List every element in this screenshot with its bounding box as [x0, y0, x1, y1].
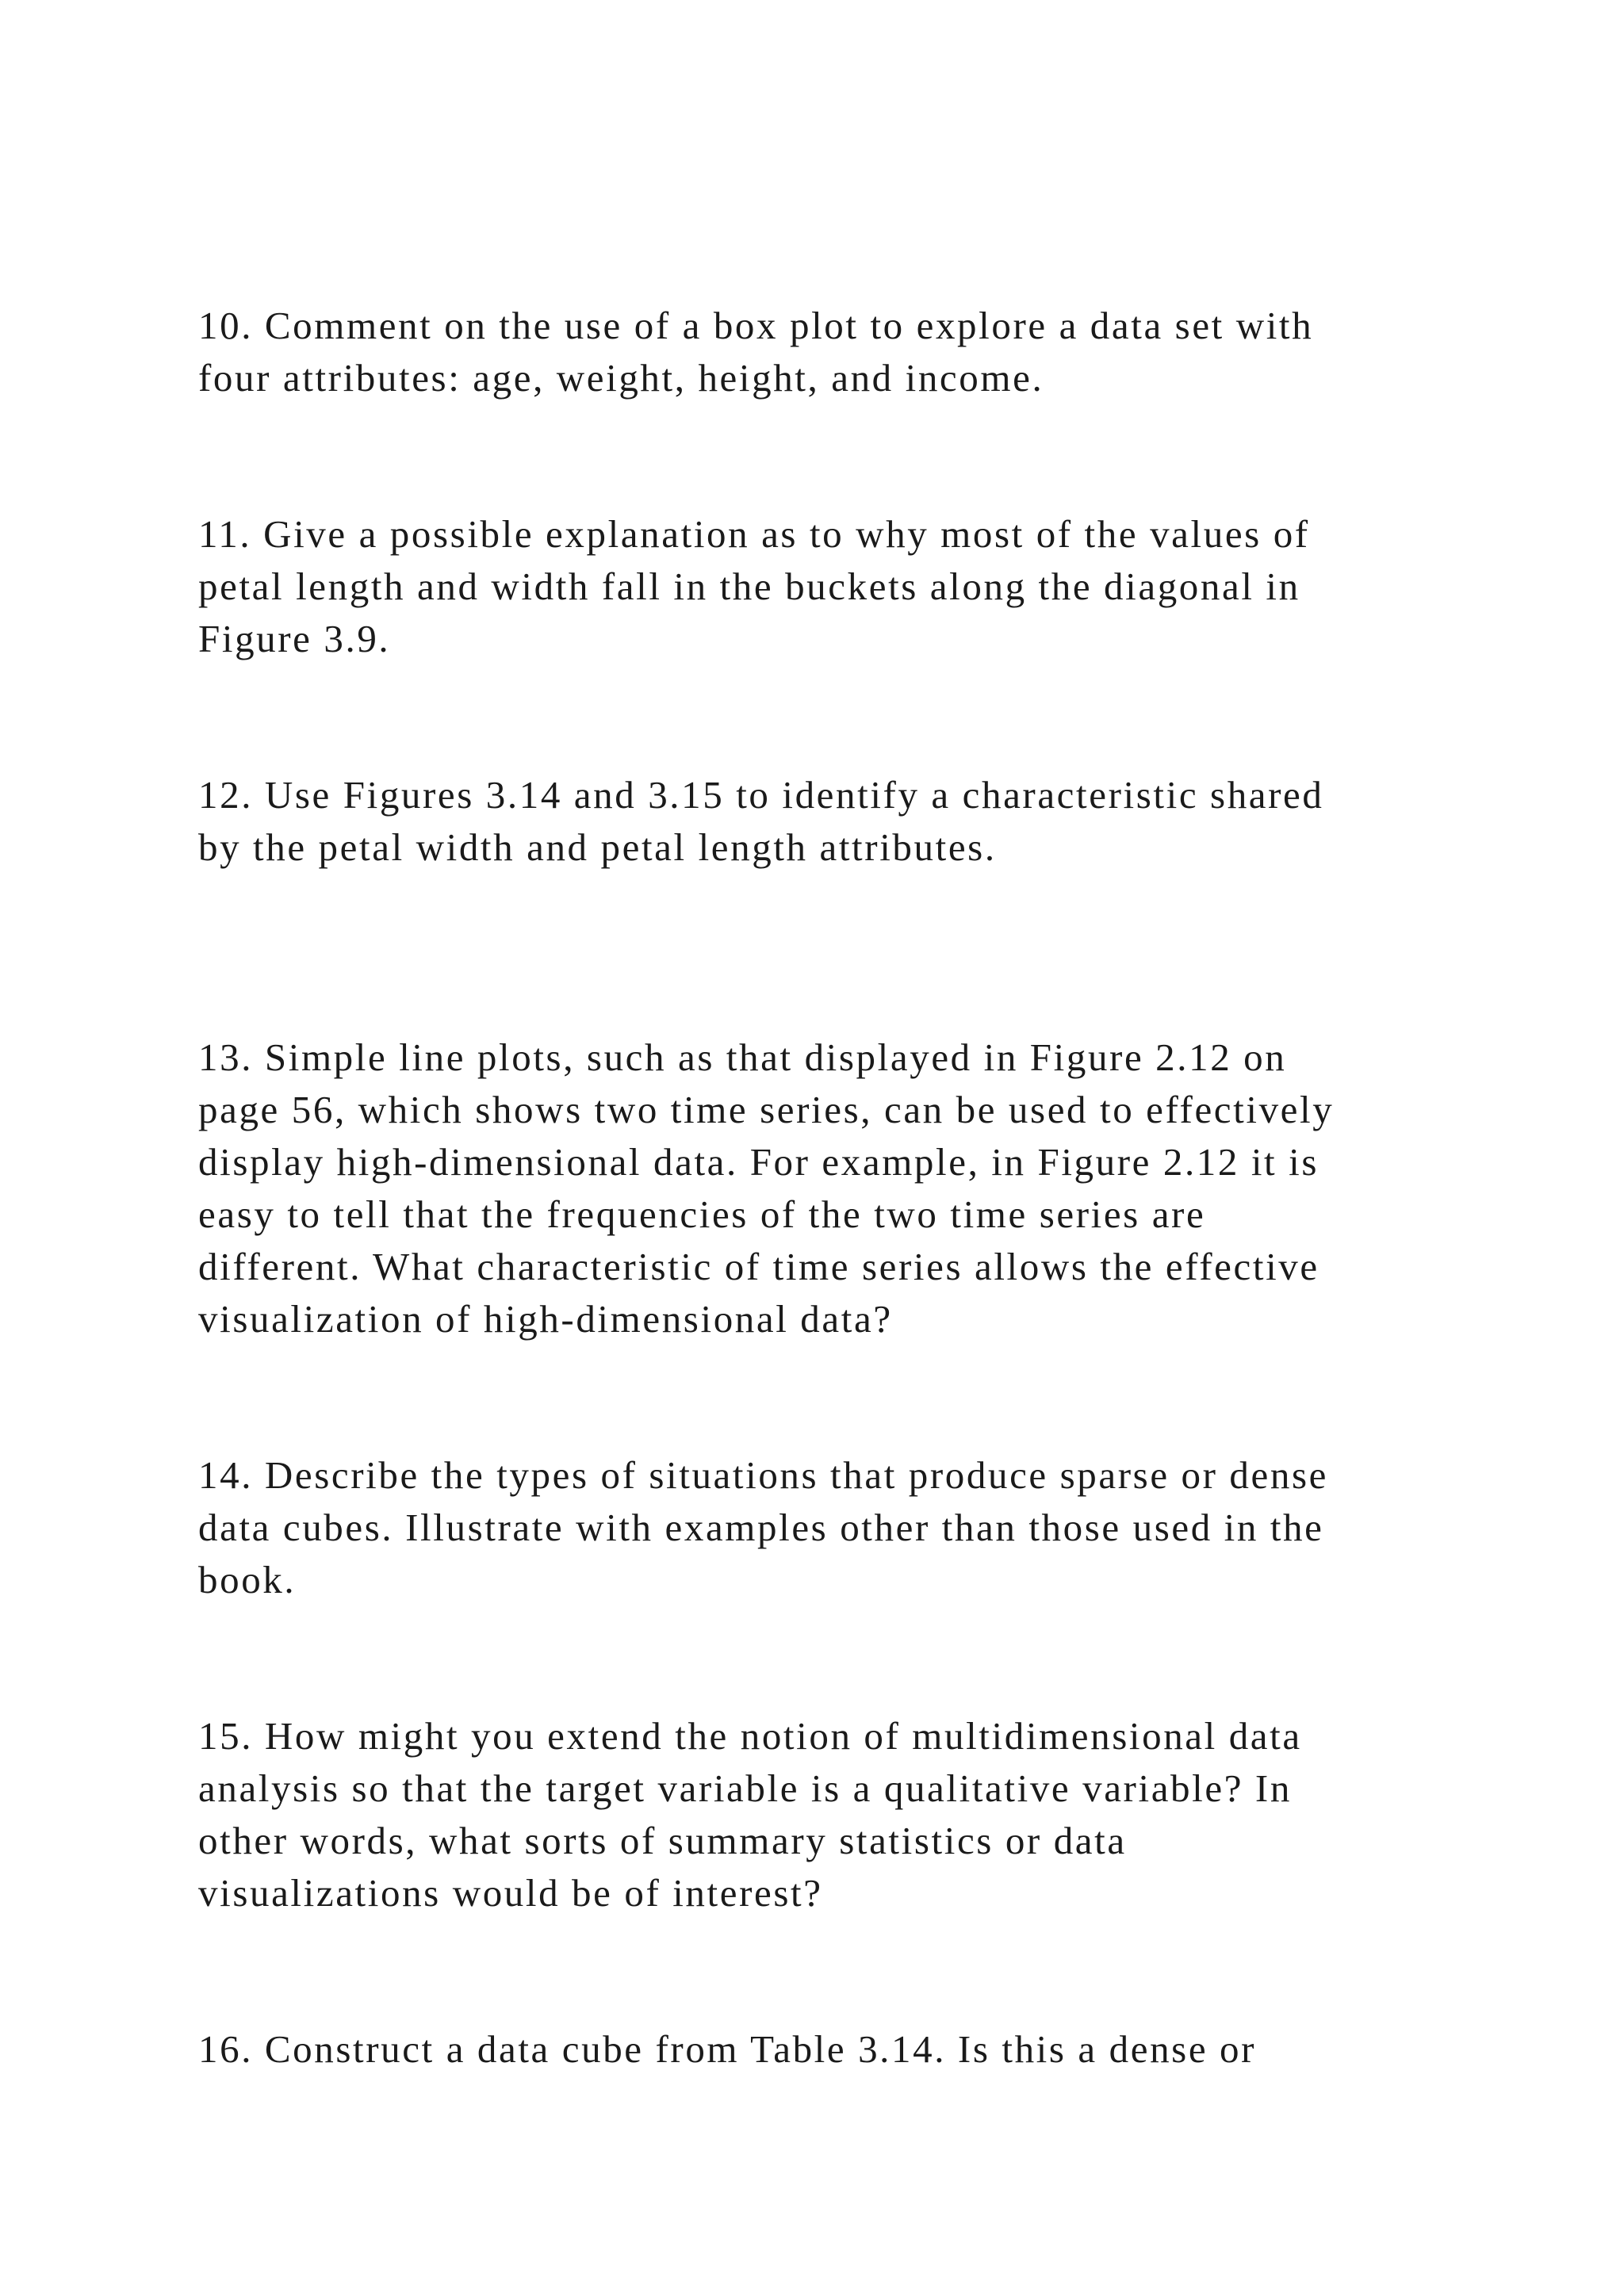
question-12 [198, 769, 1515, 874]
text-line: Figure 3.9. [198, 617, 391, 660]
question-11 [198, 508, 1515, 665]
text-line: visualization of high-dimensional data? [198, 1297, 893, 1341]
text-line: easy to tell that the frequencies of the two time series are [198, 1192, 1206, 1236]
text-line: visualizations would be of interest? [198, 1871, 823, 1915]
text-line: 12. Use Figures 3.14 and 3.15 to identify a characteristic shared [198, 773, 1324, 817]
text-line: 16. Construct a data cube from Table 3.14. Is this a dense or [198, 2027, 1257, 2071]
text-line: book. [198, 1558, 297, 1601]
text-line: page 56, which shows two time series, can be used to effectively [198, 1088, 1335, 1131]
text-line: 10. Comment on the use of a box plot to explore a data set with [198, 304, 1314, 347]
text-line: 11. Give a possible explanation as to why most of the values of [198, 512, 1310, 556]
question-16 [198, 2023, 1515, 2076]
question-14 [198, 1449, 1515, 1606]
text-line: other words, what sorts of summary statistics or data [198, 1819, 1127, 1862]
text-line: four attributes: age, weight, height, and income. [198, 356, 1044, 400]
question-15 [198, 1710, 1515, 1919]
text-line: analysis so that the target variable is a qualitative variable? In [198, 1766, 1292, 1810]
text-line: different. What characteristic of time series allows the effective [198, 1245, 1320, 1288]
text-line: 15. How might you extend the notion of multidimensional data [198, 1714, 1302, 1758]
text-line: display high-dimensional data. For example, in Figure 2.12 it is [198, 1140, 1320, 1184]
question-13 [198, 1031, 1515, 1345]
text-line: 14. Describe the types of situations that produce sparse or dense [198, 1453, 1328, 1497]
question-10 [198, 300, 1515, 404]
text-line: 13. Simple line plots, such as that displayed in Figure 2.12 on [198, 1035, 1287, 1079]
text-line: petal length and width fall in the buckets along the diagonal in [198, 564, 1300, 608]
text-line: by the petal width and petal length attributes. [198, 825, 997, 869]
text-line: data cubes. Illustrate with examples other than those used in the [198, 1506, 1324, 1549]
